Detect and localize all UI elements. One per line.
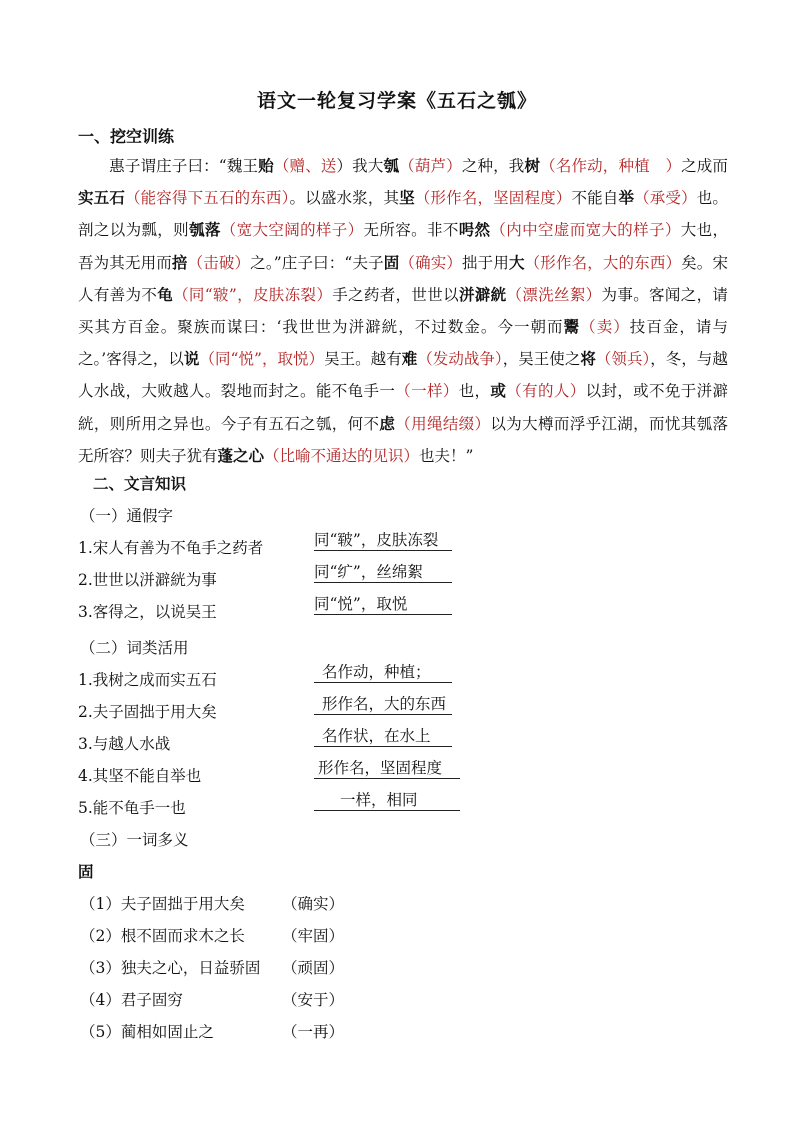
huoyong-a5: 一样，相同	[314, 791, 460, 811]
annotation-text: （漂洗丝絮）	[506, 285, 602, 304]
annotation-text: （领兵）	[595, 350, 651, 369]
keyword-text: 说	[183, 349, 200, 369]
section-heading-2: 二、文言知识	[93, 474, 187, 493]
passage-run: 不能自	[571, 189, 619, 208]
passage-run: ，吴王使之	[502, 350, 581, 369]
keyword-text: 贻	[258, 156, 274, 175]
duoyi-a1: （确实）	[282, 895, 345, 913]
passage-run: 为事。客闻之，请买其方百金。聚族而谋曰：‘我世世为洴澼絖，不过数金。今一朝而	[78, 285, 728, 337]
huoyong-q2: 2.夫子固拙于用大矣	[78, 703, 217, 721]
passage-run: 也，	[458, 382, 491, 401]
keyword-text: 瓠	[383, 156, 400, 175]
keyword-text: 洴澼絖	[458, 284, 507, 304]
keyword-text: 树	[524, 156, 541, 175]
huoyong-q4: 4.其坚不能自举也	[78, 767, 202, 785]
huoyong-q1: 1.我树之成而实五石	[78, 671, 217, 689]
passage-run: 也夫！”	[419, 446, 474, 465]
huoyong-a2: 形作名，大的东西	[314, 695, 452, 715]
annotation-text: （一样）	[395, 382, 459, 401]
section-heading-1: 一、挖空训练	[78, 127, 175, 146]
annotation-text: （宽大空阔的样子）	[220, 221, 364, 240]
passage-run: 。以盛水浆，其	[289, 189, 400, 208]
annotation-text: 赠、送	[289, 157, 337, 175]
keyword-text: 瓠落	[189, 220, 221, 240]
subsection-duoyi: （三）一词多义	[80, 831, 189, 849]
keyword-text: 举	[618, 188, 635, 208]
keyword-text: 固	[383, 252, 400, 272]
keyword-text: 将	[580, 349, 596, 369]
annotation-text: （确实）	[399, 253, 463, 272]
annotation-text: （同“皲”，皮肤冻裂）	[173, 285, 333, 304]
annotation-text: （能容得下五石的东西）	[124, 189, 290, 208]
passage-run: 也。剖之以为瓢，则	[78, 189, 728, 240]
passage-run: 手之药者，世世以	[332, 285, 459, 304]
annotation-text: （形作名，大的东西）	[524, 253, 682, 272]
passage-run: ，冬，与越人水战，大败越人。裂地而封之。能不龟手一	[78, 350, 728, 401]
duoyi-q3: （3）独夫之心，日益骄固	[80, 959, 261, 977]
passage-run: 无所容。非不	[363, 221, 459, 240]
keyword-text: 鬻	[563, 317, 581, 337]
subsection-huoyong: （二）词类活用	[80, 639, 189, 657]
keyword-text: 虑	[379, 413, 396, 433]
huoyong-q3: 3.与越人水战	[78, 735, 171, 753]
annotation-text: （名作动，种植 ）	[540, 157, 682, 175]
annotation-text: （用绳结缀）	[395, 414, 491, 433]
passage-run: 大也，吾为其无用而	[78, 221, 728, 272]
passage-text	[78, 150, 728, 472]
duoyi-q2: （2）根不固而求木之长	[80, 927, 245, 945]
passage-run: 技百金，请与之。’客得之，以	[78, 318, 728, 369]
keyword-text: 呺然	[458, 220, 491, 240]
keyword-text: 蓬之心	[217, 445, 265, 465]
polysemy-word: 固	[78, 862, 94, 881]
keyword-text: 实五石	[78, 188, 125, 208]
annotation-text: （承受）	[634, 189, 697, 208]
huoyong-a1: 名作动，种植；	[314, 663, 452, 683]
annotation-text: （发动战争）	[417, 350, 503, 369]
annotation-text: （卖）	[580, 318, 630, 337]
annotation-text: （	[273, 157, 290, 175]
duoyi-q5: （5）蔺相如固止之	[80, 1023, 214, 1041]
passage-run: ）我大	[336, 157, 384, 175]
huoyong-q5: 5.能不龟手一也	[78, 799, 186, 817]
annotation-text: （形作名，坚固程度）	[414, 189, 572, 208]
duoyi-q4: （4）君子固穷	[80, 991, 183, 1009]
passage-run: 之成而	[681, 157, 728, 175]
keyword-text: 坚	[399, 188, 415, 208]
tongjia-q3: 3.客得之，以说吴王	[78, 603, 217, 621]
passage-run: 拙于用	[462, 253, 509, 272]
tongjia-q1: 1.宋人有善为不龟手之药者	[78, 539, 264, 557]
duoyi-a5: （一再）	[282, 1023, 345, 1041]
passage-run: 之。”庄子曰：“夫子	[250, 253, 384, 272]
passage-run: 矣。宋人有善为不	[78, 253, 728, 304]
keyword-text: 大	[508, 252, 525, 272]
annotation-text: （击破）	[187, 253, 251, 272]
duoyi-a3: （顽固）	[282, 959, 345, 977]
passage-run: 吴王。越有	[324, 350, 402, 369]
annotation-text: （内中空虚而宽大的样子）	[490, 221, 681, 240]
keyword-text: 难	[401, 349, 418, 369]
huoyong-a4: 形作名，坚固程度	[314, 759, 460, 779]
duoyi-a4: （安于）	[282, 991, 345, 1009]
annotation-text: （有的人）	[506, 382, 586, 401]
page-title: 语文一轮复习学案《五石之瓠》	[256, 90, 537, 112]
duoyi-a2: （牢固）	[282, 927, 345, 945]
duoyi-q1: （1）夫子固拙于用大矣	[80, 895, 245, 913]
keyword-text: 龟	[157, 284, 174, 304]
passage-run: 以封，或不免于洴澼絖，则所用之异也。今子有五石之瓠，何不	[78, 382, 728, 433]
passage-run: 惠子谓庄子曰：“魏王	[109, 157, 259, 175]
subsection-tongjia: （一）通假字	[80, 507, 174, 525]
annotation-text: （同“悦”，取悦）	[199, 350, 325, 369]
keyword-text: 掊	[171, 252, 188, 272]
tongjia-a1: 同“皲”，皮肤冻裂	[314, 531, 452, 551]
passage-run: 以为大樽而浮乎江湖，而忧其瓠落无所容？则夫子犹有	[78, 414, 728, 465]
keyword-text: 或	[490, 381, 507, 401]
tongjia-q2: 2.世世以洴澼絖为事	[78, 571, 217, 589]
huoyong-a3: 名作状，在水上	[314, 727, 452, 747]
annotation-text: （葫芦）	[399, 157, 462, 175]
passage-run: 之种，我	[461, 157, 525, 175]
tongjia-a3: 同“悦”，取悦	[314, 595, 452, 615]
tongjia-a2: 同“纩”，丝绵絮	[314, 563, 452, 583]
annotation-text: （比喻不通达的见识）	[264, 446, 420, 465]
